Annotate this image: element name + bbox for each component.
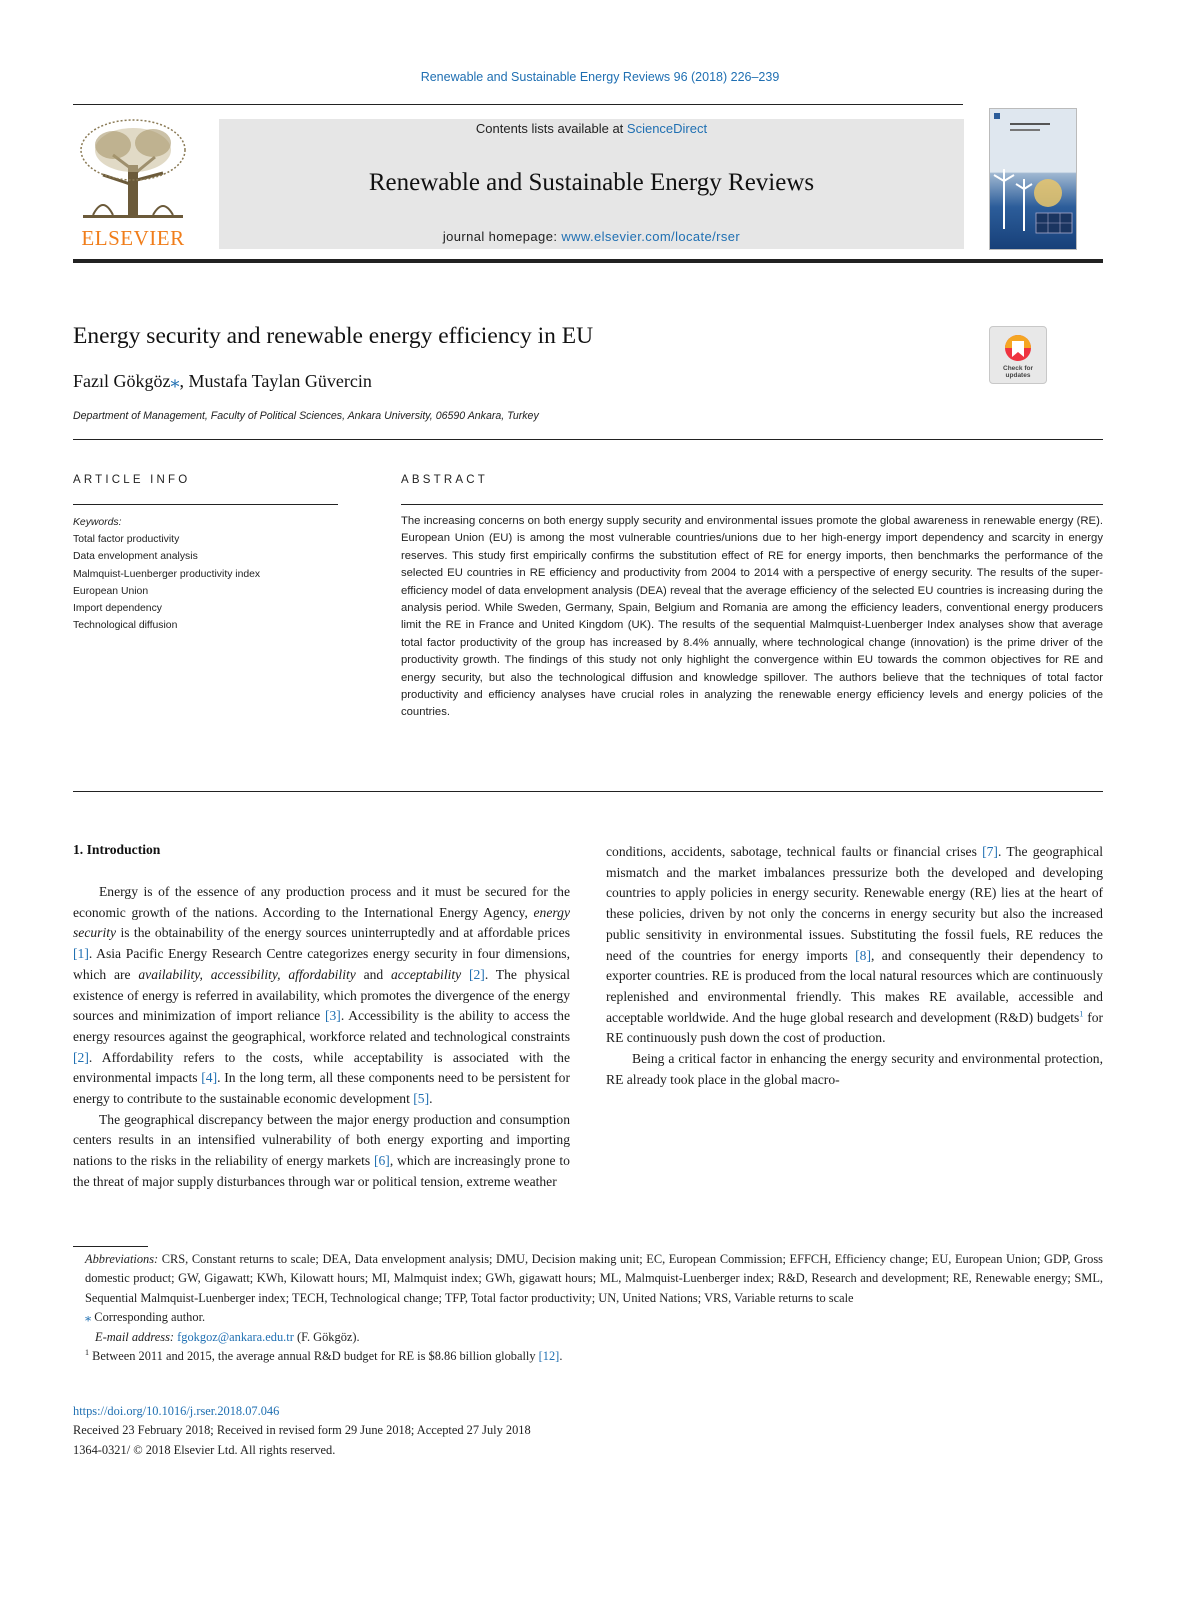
corresponding-author-mark[interactable]: ⁎ (170, 371, 180, 391)
reference-link[interactable]: [2] (73, 1049, 89, 1065)
intro-paragraph-3: Being a critical factor in enhancing the energy security and environmental protection, RE already took place in the global macro- (606, 1051, 1103, 1087)
reference-link[interactable]: [5] (413, 1091, 430, 1107)
publication-info (73, 1402, 531, 1460)
footnote-rule (73, 1246, 148, 1247)
keywords-label: Keywords: (73, 517, 122, 528)
email-footnote: E-mail address: fgokgoz@ankara.edu.tr (F. Gökgöz). (95, 1329, 360, 1344)
article-title: Energy security and renewable energy efficiency in EU (73, 323, 594, 349)
author-1[interactable]: Fazıl Gökgöz (73, 371, 171, 391)
introduction-heading: 1. Introduction (73, 842, 161, 857)
footnote-1: $^1$ Between 2011 and 2015, the average annual R&D budget for RE is $8.86 billion globally [12]. (85, 1347, 563, 1364)
corresponding-author-footnote: ⁎ Corresponding author. (85, 1310, 206, 1325)
reference-link[interactable]: [1] (73, 946, 89, 962)
copyright-line: 1364-0321/ © 2018 Elsevier Ltd. All rights reserved. (73, 1442, 336, 1457)
article-info-rule (73, 504, 338, 505)
header-top-rule (73, 104, 963, 105)
intro-paragraph-1: Energy is of the essence of any production process and it must be secured for the economic growth of the nations. According to the International Energy Agency, energy security is the obtainability of the energy sources uninterruptedly and at affordable prices [1]. Asia Pacific Energy Research Centre categorizes energy security in four dimensions, which are availability, accessibility, affordability and acceptability [2]. The physical existence of energy is referred in availability, which promotes the divergence of the energy sources and minimization of import reliance [3]. Accessibility is the ability to access the energy resources against the geographical, workforce related and technological constraints [2]. Affordability refers to the costs, while acceptability is associated with the environmental impacts [4]. In the long term, all these components need to be persistent for energy to contribute to the sustainable economic development [5]. (73, 884, 571, 1107)
reference-link[interactable]: [12] (538, 1349, 560, 1364)
sciencedirect-link[interactable]: ScienceDirect (626, 121, 708, 136)
reference-link[interactable]: [2] (468, 966, 485, 982)
header-thick-rule (73, 259, 1103, 263)
homepage-prefix: journal homepage: (442, 229, 562, 244)
intro-paragraph-2-continued: conditions, accidents, sabotage, technical faults or financial crises [7]. The geographical mismatch and the market imbalances pressurize both the developed and developing countries to apply policies in energy security. Renewable energy (RE) lies at the heart of these policies, driven by not only the concerns in energy security but also the increased public sensitivity in environmental issues. Substituting the fossil fuels, RE reduces the need of the countries for energy imports [8], and consequently their dependency to exporter countries. RE is produced from the local natural resources which are continuously replenished and environmental friendly. This makes RE available, accessible and acceptable worldwide. And the huge global research and development (R&D) budgets$^1$ for RE continuously push down the cost of production. (606, 844, 1104, 1046)
reference-link[interactable]: [3] (324, 1008, 341, 1024)
reference-link[interactable]: [4] (201, 1070, 218, 1086)
keyword-item[interactable]: Total factor productivity (73, 534, 180, 546)
keywords-block (73, 514, 338, 634)
journal-header-box (219, 119, 964, 249)
body-column-right (606, 842, 1103, 1090)
keyword-item[interactable]: Technological diffusion (73, 620, 178, 632)
abstract-text: The increasing concerns on both energy supply security and environmental issues promote the global awareness in renewable energy (RE). European Union (EU) is among the most vulnerable countries/unions due to her high-energy import dependency and scarcity in energy reserves. This study first empirically confirms the substitution effect of RE for energy imports, then benchmarks the performance of the selected EU countries in RE efficiency and productivity from 2004 to 2014 with a perspective of energy security. The results of the super-efficiency model of data envelopment analysis (DEA) reveal that the average efficiency of the selected EU countries is increasing during the analysis period. While Sweden, Germany, Spain, Belgium and Romania are among the efficiency leaders, conventional energy producers limit the RE in France and United Kingdom (UK). The results of the sequential Malmquist-Luenberger Index analyses show that average total factor productivity of the group has increased by 8.4% annually, where technological change (innovation) is the prime driver of the productivity growth. The findings of this study not only highlight the convergence within EU towards the common objectives for RE and energy security, but also the technological diffusion and knowledge spillover. The authors believe that the techniques of total factor productivity and efficiency analyses have crucial roles in analyzing the renewable energy efficiency levels and energy policies of the countries. (401, 515, 1103, 719)
reference-link[interactable]: [6] (373, 1153, 390, 1169)
body-column-left (73, 882, 570, 1193)
doi-link[interactable]: https://doi.org/10.1016/j.rser.2018.07.046 (73, 1404, 280, 1418)
abstract-heading: ABSTRACT (401, 474, 488, 486)
check-for-updates-label: Check for updates (1003, 365, 1033, 379)
abstract-rule (401, 504, 1103, 505)
reference-link[interactable]: [7] (982, 844, 998, 859)
contents-prefix: Contents lists available at (475, 121, 627, 136)
abbreviations-footnote: Abbreviations: CRS, Constant returns to scale; DEA, Data envelopment analysis; DMU, Decision making unit; EC, European Commission; EFFCH, Efficiency change; EU, European Union; GDP, Gross domestic product; GW, Gigawatt; KWh, Kilowatt hours; MI, Malmquist index; GWh, gigawatt hours; ML, Malmquist-Luenberger index; R&D, Research and development; RE, Renewable energy; SML, Sequential Malmquist-Luenberger index; TECH, Technological change; TFP, Total factor productivity; UN, United Nations; VRS, Variable returns to scale (85, 1252, 1103, 1305)
check-for-updates-badge[interactable] (989, 326, 1047, 384)
journal-homepage (219, 229, 964, 244)
keyword-item[interactable]: European Union (73, 585, 149, 597)
keyword-item[interactable]: Data envelopment analysis (73, 551, 198, 563)
author-2[interactable]: , Mustafa Taylan Güvercin (179, 371, 372, 391)
keyword-item[interactable]: Import dependency (73, 603, 162, 615)
homepage-link[interactable]: www.elsevier.com/locate/rser (561, 229, 741, 244)
email-link[interactable]: fgokgoz@ankara.edu.tr (177, 1329, 294, 1344)
elsevier-tree-logo-icon (73, 115, 193, 225)
author-affiliation: Department of Management, Faculty of Political Sciences, Ankara University, 06590 Ankara, Turkey (73, 410, 539, 422)
contents-line (219, 121, 964, 136)
keyword-item[interactable]: Malmquist-Luenberger productivity index (73, 568, 261, 580)
journal-cover-image[interactable] (989, 108, 1077, 250)
journal-citation[interactable]: Renewable and Sustainable Energy Reviews 96 (2018) 226–239 (420, 70, 780, 84)
abstract-bottom-rule (73, 791, 1103, 792)
article-authors (73, 371, 372, 392)
affiliation-rule (73, 439, 1103, 440)
article-info-heading: ARTICLE INFO (73, 474, 191, 486)
journal-title: Renewable and Sustainable Energy Reviews (368, 169, 815, 196)
intro-paragraph-2: The geographical discrepancy between the major energy production and consumption centers results in an intensified vulnerability of both energy exporting and importing nations to the risks in the reliability of energy markets [6], which are increasingly prone to the threat of major supply disturbances through war or political tension, extreme weather (73, 1111, 571, 1189)
received-dates: Received 23 February 2018; Received in revised form 29 June 2018; Accepted 27 July 2018 (73, 1423, 531, 1438)
footnote-ref-1[interactable]: 1 (1079, 1009, 1084, 1019)
reference-link[interactable]: [8] (855, 947, 871, 963)
footnotes (73, 1250, 1103, 1366)
publisher-logo[interactable]: ELSEVIER (81, 226, 185, 250)
